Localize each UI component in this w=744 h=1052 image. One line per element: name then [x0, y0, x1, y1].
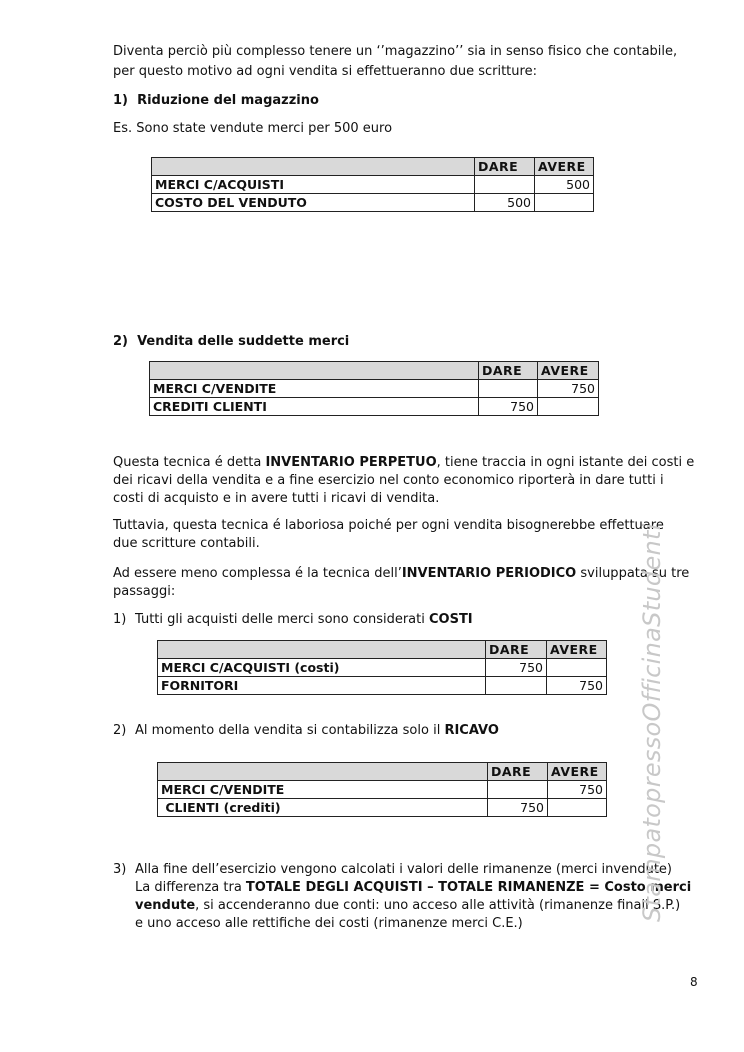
section-2-title: Vendita delle suddette merci: [137, 334, 350, 349]
page-number: 8: [690, 975, 698, 989]
header-blank: [158, 763, 488, 781]
dare-value: [486, 677, 547, 695]
step-3-text-plain: La differenza tra: [135, 880, 246, 895]
avere-value: [538, 398, 599, 416]
header-dare: DARE: [479, 362, 538, 380]
example-text: Es. Sono state vendute merci per 500 euro: [113, 121, 393, 136]
table-row: [152, 194, 594, 212]
intro-line-1: Diventa perciò più complesso tenere un ‘’magazzino’’ sia in senso fisico che contabile,: [113, 44, 678, 59]
journal-table-1: [151, 157, 594, 212]
header-dare: DARE: [475, 158, 535, 176]
costi-term: COSTI: [428, 612, 473, 627]
table-row: [158, 677, 607, 695]
table-row: [158, 799, 607, 817]
account-name: MERCI C/ACQUISTI: [152, 176, 475, 194]
avere-value: [547, 659, 607, 677]
account-name: CREDITI CLIENTI: [150, 398, 479, 416]
table-row: [158, 781, 607, 799]
step-3-line-1: Alla fine dell’esercizio vengono calcolati i valori delle rimanenze (merci invendute): [135, 862, 672, 877]
table-header-row: [158, 763, 607, 781]
section-1-title: Riduzione del magazzino: [137, 93, 319, 108]
para-3-text: Ad essere meno complessa é la tecnica dell’: [113, 566, 402, 581]
account-name: FORNITORI: [158, 677, 486, 695]
step-2-text-plain: Al momento della vendita si contabilizza solo il: [135, 723, 445, 738]
step-2-number: 2): [113, 723, 127, 738]
intro-line-2: per questo motivo ad ogni vendita si effettueranno due scritture:: [113, 64, 537, 79]
dare-value: 750: [479, 398, 538, 416]
account-name: MERCI C/ACQUISTI (costi): [158, 659, 486, 677]
table-row: [158, 659, 607, 677]
step-1-text: [135, 611, 473, 629]
header-avere: AVERE: [538, 362, 599, 380]
header-avere: AVERE: [535, 158, 594, 176]
header-dare: DARE: [486, 641, 547, 659]
section-2-heading: [113, 333, 349, 351]
para-1-line-1: [113, 454, 694, 472]
avere-value: 750: [548, 781, 607, 799]
watermark-text: StampatopressoOfficinaStudenti: [638, 523, 666, 922]
account-name: COSTO DEL VENDUTO: [152, 194, 475, 212]
inventario-perpetuo-term: INVENTARIO PERPETUO: [265, 455, 437, 470]
dare-value: [475, 176, 535, 194]
dare-value: [479, 380, 538, 398]
para-3-line-1: [113, 565, 689, 583]
para-1-text: , tiene traccia in ogni istante dei costi e: [436, 455, 695, 470]
table-header-row: [158, 641, 607, 659]
para-3-line-2: passaggi:: [113, 584, 176, 599]
table-header-row: [152, 158, 594, 176]
header-avere: AVERE: [548, 763, 607, 781]
para-2-line-2: due scritture contabili.: [113, 536, 260, 551]
table-row: [150, 380, 599, 398]
dare-value: [488, 781, 548, 799]
avere-value: [535, 194, 594, 212]
avere-value: 750: [547, 677, 607, 695]
header-blank: [152, 158, 475, 176]
dare-value: 750: [488, 799, 548, 817]
table-row: [152, 176, 594, 194]
section-1-number: 1): [113, 93, 128, 108]
journal-table-2: [149, 361, 599, 416]
step-1-text-plain: Tutti gli acquisti delle merci sono considerati: [135, 612, 429, 627]
account-name: MERCI C/VENDITE: [158, 781, 488, 799]
ricavo-term: RICAVO: [444, 723, 499, 738]
formula-text-end: vendute: [135, 898, 196, 913]
avere-value: 750: [538, 380, 599, 398]
account-name: CLIENTI (crediti): [158, 799, 488, 817]
inventario-periodico-term: INVENTARIO PERIODICO: [401, 566, 577, 581]
step-2-text: [135, 722, 499, 740]
step-3-line-2: [135, 879, 691, 897]
table-row: [150, 398, 599, 416]
dare-value: 750: [486, 659, 547, 677]
section-2-number: 2): [113, 334, 128, 349]
step-3-line-4: e uno acceso alle rettifiche dei costi (rimanenze merci C.E.): [135, 916, 523, 931]
header-avere: AVERE: [547, 641, 607, 659]
step-1-number: 1): [113, 612, 127, 627]
para-1-line-2: dei ricavi della vendita e a fine esercizio nel conto economico riporterà in dare tutti i: [113, 473, 664, 488]
para-1-text: Questa tecnica é detta: [113, 455, 266, 470]
header-blank: [158, 641, 486, 659]
step-3-text-plain: , si accenderanno due conti: uno acceso alle attività (rimanenze finali S.P.): [195, 898, 681, 913]
journal-table-3: [157, 640, 607, 695]
para-3-text: sviluppata su tre: [576, 566, 690, 581]
section-1-heading: [113, 92, 319, 110]
journal-table-4: [157, 762, 607, 817]
para-1-line-3: costi di acquisto e in avere tutti i ricavi di vendita.: [113, 491, 440, 506]
para-2-line-1: Tuttavia, questa tecnica é laboriosa poiché per ogni vendita bisognerebbe effettuare: [113, 518, 664, 533]
avere-value: [548, 799, 607, 817]
table-header-row: [150, 362, 599, 380]
step-3-number: 3): [113, 862, 127, 877]
dare-value: 500: [475, 194, 535, 212]
header-blank: [150, 362, 479, 380]
header-dare: DARE: [488, 763, 548, 781]
avere-value: 500: [535, 176, 594, 194]
account-name: MERCI C/VENDITE: [150, 380, 479, 398]
step-3-line-3: [135, 897, 680, 915]
formula-text: TOTALE DEGLI ACQUISTI – TOTALE RIMANENZE = Costo merci: [245, 880, 692, 895]
